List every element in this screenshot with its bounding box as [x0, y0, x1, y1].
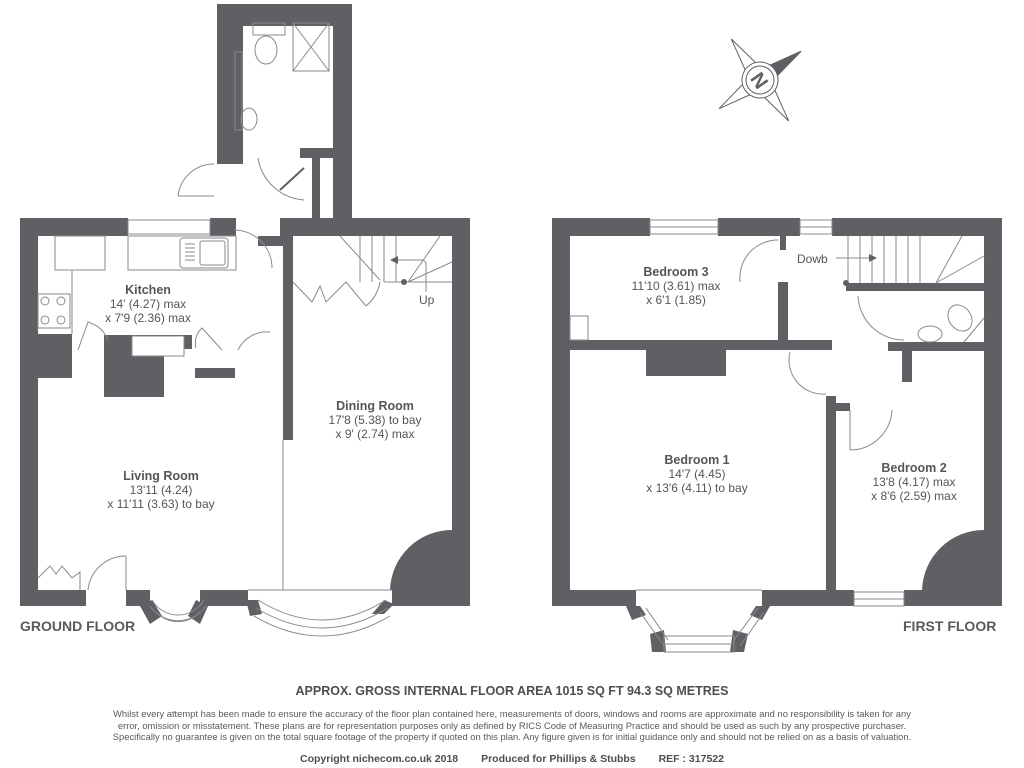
room-label-kitchen [105, 283, 191, 325]
wall [762, 590, 854, 606]
wall [300, 148, 333, 158]
room-dim: x 6'1 (1.85) [646, 293, 706, 307]
room-dim: x 8'6 (2.59) max [871, 489, 957, 503]
wall [718, 218, 800, 236]
wall [20, 590, 86, 606]
room-name: Living Room [123, 469, 199, 483]
wall [902, 342, 912, 382]
copyright-line [0, 753, 1024, 765]
wall [552, 590, 636, 606]
room-label-bedroom-2 [871, 461, 957, 503]
wall [836, 403, 850, 411]
room-dim: 17'8 (5.38) to bay [328, 413, 422, 427]
gross-area-text: APPROX. GROSS INTERNAL FLOOR AREA 1015 SQ FT 94.3 SQ METRES [295, 684, 729, 698]
room-dim: x 7'9 (2.36) max [105, 311, 191, 325]
disclaimer [0, 708, 1024, 743]
reference-number: REF : 317522 [658, 753, 724, 765]
disclaimer-line: Specifically no guarantee is given on the total square footage of the property if quoted on this plan. Any figure given is for initial guidance only and should not be relied on as a basis of valuation. [112, 731, 912, 742]
room-name: Bedroom 3 [643, 265, 709, 279]
ground-floor-label: GROUND FLOOR [20, 618, 136, 634]
wall [780, 236, 786, 250]
room-dim: x 11'11 (3.63) to bay [107, 497, 215, 511]
wall [846, 283, 984, 291]
wall [832, 218, 1002, 236]
wall [200, 590, 248, 606]
wall [210, 218, 236, 236]
disclaimer-line: error, omission or misstatement. These plans are for representation purposes only as defined by RICS Code of Measuring Practice and should be used as such by any prospective purchaser. [117, 719, 907, 731]
wall [312, 158, 320, 220]
first-floor-label: FIRST FLOOR [903, 618, 997, 634]
copyright-text: Copyright nichecom.co.uk 2018 [300, 753, 459, 765]
room-name: Bedroom 2 [881, 461, 947, 475]
room-label-dining-room [328, 399, 421, 441]
wall [570, 340, 832, 350]
room-label-living-room [107, 469, 214, 511]
room-name: Kitchen [125, 283, 171, 297]
wall [646, 350, 726, 376]
svg-text:N: N [746, 67, 774, 93]
wall [38, 334, 72, 378]
room-label-bedroom-3 [632, 265, 721, 307]
wall [392, 590, 470, 606]
room-dim: x 9' (2.74) max [335, 427, 415, 441]
toilet-bowl [255, 36, 277, 64]
room-dim: 14'7 (4.45) [668, 467, 726, 481]
window-kitchen [128, 220, 210, 234]
room-dim: 11'10 (3.61) max [631, 279, 721, 293]
produced-for-text: Produced for Phillips & Stubbs [481, 753, 636, 765]
wall [283, 236, 293, 440]
wall [333, 4, 352, 220]
wall [20, 218, 38, 606]
room-label-bedroom-1 [646, 453, 747, 495]
stairs-up-label: Up [419, 293, 435, 307]
room-dim: 13'11 (4.24) [129, 483, 193, 497]
wall [217, 4, 243, 164]
room-dim: 13'8 (4.17) max [872, 475, 956, 489]
sink [180, 238, 228, 268]
room-dim: 14' (4.27) max [109, 297, 187, 311]
stairs-down-label: Dowb [797, 252, 828, 266]
wall [826, 396, 836, 590]
wall [778, 282, 788, 344]
basin [918, 326, 942, 342]
wall [195, 368, 235, 378]
wall [280, 218, 470, 236]
room-name: Dining Room [336, 399, 414, 413]
disclaimer-line: Whilst every attempt has been made to ensure the accuracy of the floor plan contained here, measurements of doors, windows and rooms are approximate and no responsibility is taken for any [113, 708, 911, 719]
wall [552, 218, 570, 606]
worktop [55, 236, 105, 270]
wall [258, 236, 283, 246]
wall [904, 590, 1002, 606]
toilet [943, 300, 977, 336]
room-dim: x 13'6 (4.11) to bay [646, 481, 748, 495]
wall [984, 218, 1002, 606]
room-name: Bedroom 1 [664, 453, 730, 467]
basin [241, 108, 257, 130]
